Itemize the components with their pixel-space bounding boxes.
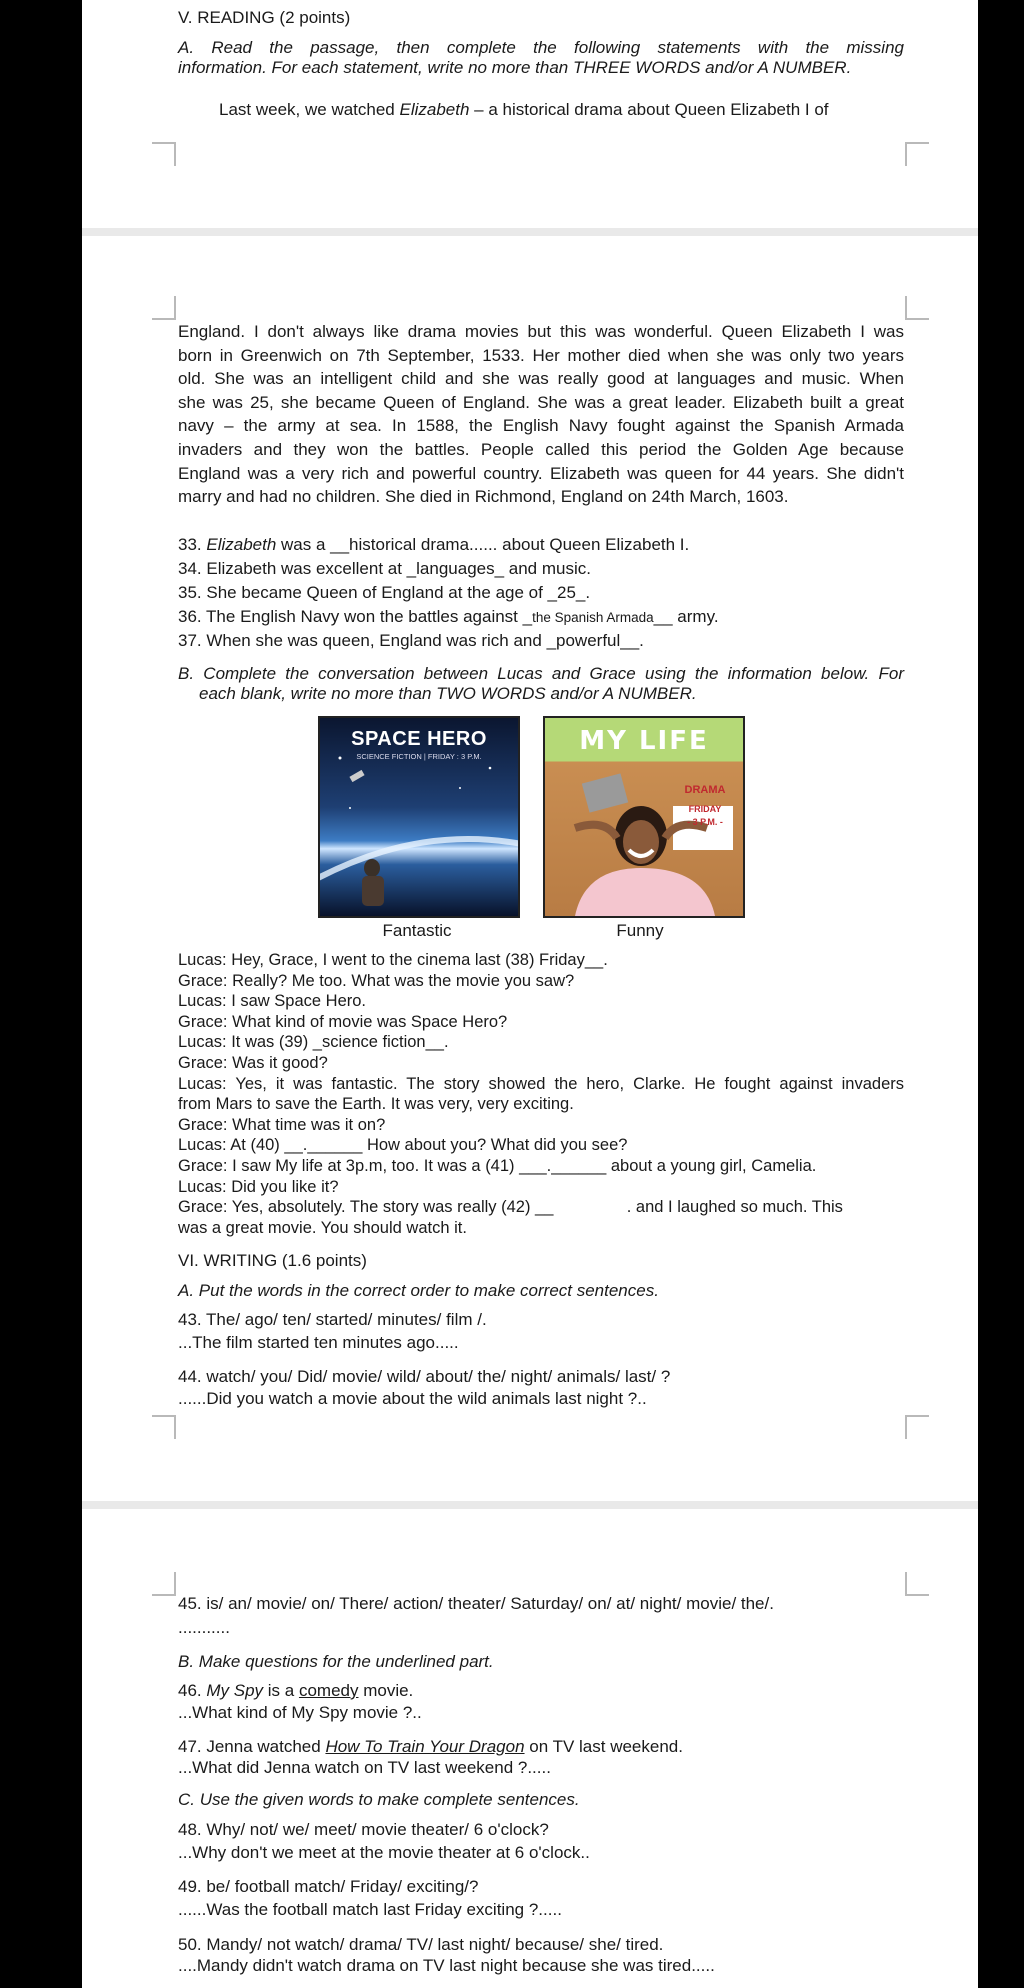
question-35: 35. She became Queen of England at the age of _25_.	[178, 583, 591, 602]
dialogue-line: Lucas: I saw Space Hero.	[178, 992, 367, 1011]
crop-mark	[152, 1572, 176, 1596]
answer-47: ...What did Jenna watch on TV last weekend ?.....	[178, 1758, 551, 1777]
crop-mark	[905, 296, 929, 320]
dialogue	[178, 950, 904, 1238]
passage-line: navy – the army at sea. In 1588, the English Navy fought against the Spanish Armada	[178, 416, 904, 436]
space-hero-poster	[318, 716, 520, 918]
crop-mark	[905, 1572, 929, 1596]
writing-part-a-instruction: A. Put the words in the correct order to make correct sentences.	[178, 1281, 659, 1300]
reading-heading: V. READING (2 points)	[178, 8, 351, 27]
page-gap	[82, 1501, 978, 1509]
crop-mark	[905, 1415, 929, 1439]
passage-line: old. She was an intelligent child and she was really good at languages and music. When	[178, 369, 904, 389]
dialogue-line: Lucas: Yes, it was fantastic. The story showed the hero, Clarke. He fought against invaders	[178, 1074, 904, 1093]
movie-title: Elizabeth	[399, 100, 470, 119]
reading-part-b-instruction: B. Complete the conversation between Lucas and Grace using the information below. For	[178, 664, 904, 683]
answer-44: ......Did you watch a movie about the wild animals last night ?..	[178, 1389, 647, 1408]
dialogue-line: was a great movie. You should watch it.	[178, 1218, 467, 1237]
question-33: 33. Elizabeth was a __historical drama...... about Queen Elizabeth I.	[178, 535, 690, 554]
my-life-time: - 3 P.M. -	[687, 817, 723, 827]
answer-45: ...........	[178, 1618, 230, 1637]
my-life-caption: Funny	[616, 921, 664, 940]
question-36: 36. The English Navy won the battles against _the Spanish Armada__ army.	[178, 607, 719, 626]
question-50: 50. Mandy/ not watch/ drama/ TV/ last night/ because/ she/ tired.	[178, 1935, 664, 1954]
writing-part-c-instruction: C. Use the given words to make complete sentences.	[178, 1790, 580, 1809]
question-34: 34. Elizabeth was excellent at _languages_ and music.	[178, 559, 591, 578]
my-life-title: MY LIFE	[579, 726, 709, 756]
dialogue-line: Lucas: Hey, Grace, I went to the cinema last (38) Friday__.	[178, 951, 608, 969]
dialogue-line: Grace: What kind of movie was Space Hero?	[178, 1012, 508, 1031]
page-gap	[82, 228, 978, 236]
writing-heading: VI. WRITING (1.6 points)	[178, 1251, 367, 1270]
writing-part-b-instruction: B. Make questions for the underlined part.	[178, 1652, 494, 1671]
dialogue-line: Lucas: Did you like it?	[178, 1177, 339, 1196]
my-life-day: FRIDAY	[688, 804, 722, 814]
passage-line: she was 25, she became Queen of England. She was a great leader. Elizabeth built a great	[178, 392, 904, 412]
passage	[178, 320, 904, 509]
crop-mark	[152, 142, 176, 166]
question-49: 49. be/ football match/ Friday/ exciting/?	[178, 1877, 479, 1896]
question-45: 45. is/ an/ movie/ on/ There/ action/ theater/ Saturday/ on/ at/ night/ movie/ the/.	[178, 1594, 774, 1613]
my-life-poster	[543, 716, 745, 918]
question-48: 48. Why/ not/ we/ meet/ movie theater/ 6 o'clock?	[178, 1820, 549, 1839]
reading-part-a-instruction: A. Read the passage, then complete the following statements with the missing	[178, 38, 904, 57]
dialogue-line: from Mars to save the Earth. It was very, very exciting.	[178, 1095, 574, 1114]
reading-part-a-instruction: information. For each statement, write no more than THREE WORDS and/or A NUMBER.	[178, 58, 852, 77]
dialogue-line: Grace: Yes, absolutely. The story was really (42) __ . and I laughed so much. This	[178, 1198, 843, 1217]
dialogue-line: Grace: I saw My life at 3p.m, too. It was a (41) ___.______ about a young girl, Camelia.	[178, 1156, 817, 1175]
answer-48: ...Why don't we meet at the movie theater at 6 o'clock..	[178, 1843, 590, 1862]
passage-first-line: Last week, we watched Elizabeth – a historical drama about Queen Elizabeth I of	[219, 100, 829, 119]
question-37: 37. When she was queen, England was rich and _powerful__.	[178, 631, 644, 650]
passage-line: England was a very rich and powerful country. Elizabeth was queen for 44 years. She didn't	[178, 463, 904, 483]
passage-line: marry and had no children. She died in Richmond, England on 24th March, 1603.	[178, 487, 789, 507]
question-43: 43. The/ ago/ ten/ started/ minutes/ film /.	[178, 1310, 487, 1329]
passage-line: born in Greenwich on 7th September, 1533. Her mother died when she was only two years	[178, 345, 904, 365]
reading-part-b-instruction: each blank, write no more than TWO WORDS and/or A NUMBER.	[199, 684, 697, 703]
space-hero-subtitle: SCIENCE FICTION | FRIDAY : 3 P.M.	[356, 752, 482, 761]
answer-43: ...The film started ten minutes ago.....	[178, 1333, 459, 1352]
crop-mark	[905, 142, 929, 166]
passage-line: England. I don't always like drama movies but this was wonderful. Queen Elizabeth I was	[178, 322, 904, 341]
answer-36: the Spanish Armada	[532, 610, 654, 625]
my-life-genre: DRAMA	[684, 784, 726, 796]
dialogue-line: Lucas: It was (39) _science fiction__.	[178, 1033, 449, 1052]
space-hero-caption: Fantastic	[382, 921, 452, 940]
question-46: 46. My Spy is a comedy movie.	[178, 1681, 414, 1700]
dialogue-line: Grace: Was it good?	[178, 1053, 328, 1072]
dialogue-line: Lucas: At (40) __.______ How about you? What did you see?	[178, 1136, 628, 1155]
question-47: 47. Jenna watched How To Train Your Dragon on TV last weekend.	[178, 1737, 683, 1756]
crop-mark	[152, 296, 176, 320]
space-hero-title: SPACE HERO	[351, 728, 487, 750]
passage-line: invaders and they won the battles. People called this period the Golden Age because	[178, 439, 904, 459]
question-44: 44. watch/ you/ Did/ movie/ wild/ about/ the/ night/ animals/ last/ ?	[178, 1367, 671, 1386]
dialogue-line: Grace: Really? Me too. What was the movie you saw?	[178, 971, 575, 990]
answer-50: ....Mandy didn't watch drama on TV last night because she was tired.....	[178, 1956, 715, 1975]
answer-49: ......Was the football match last Friday exciting ?.....	[178, 1900, 562, 1919]
dialogue-line: Grace: What time was it on?	[178, 1115, 386, 1134]
crop-mark	[152, 1415, 176, 1439]
answer-46: ...What kind of My Spy movie ?..	[178, 1703, 422, 1722]
